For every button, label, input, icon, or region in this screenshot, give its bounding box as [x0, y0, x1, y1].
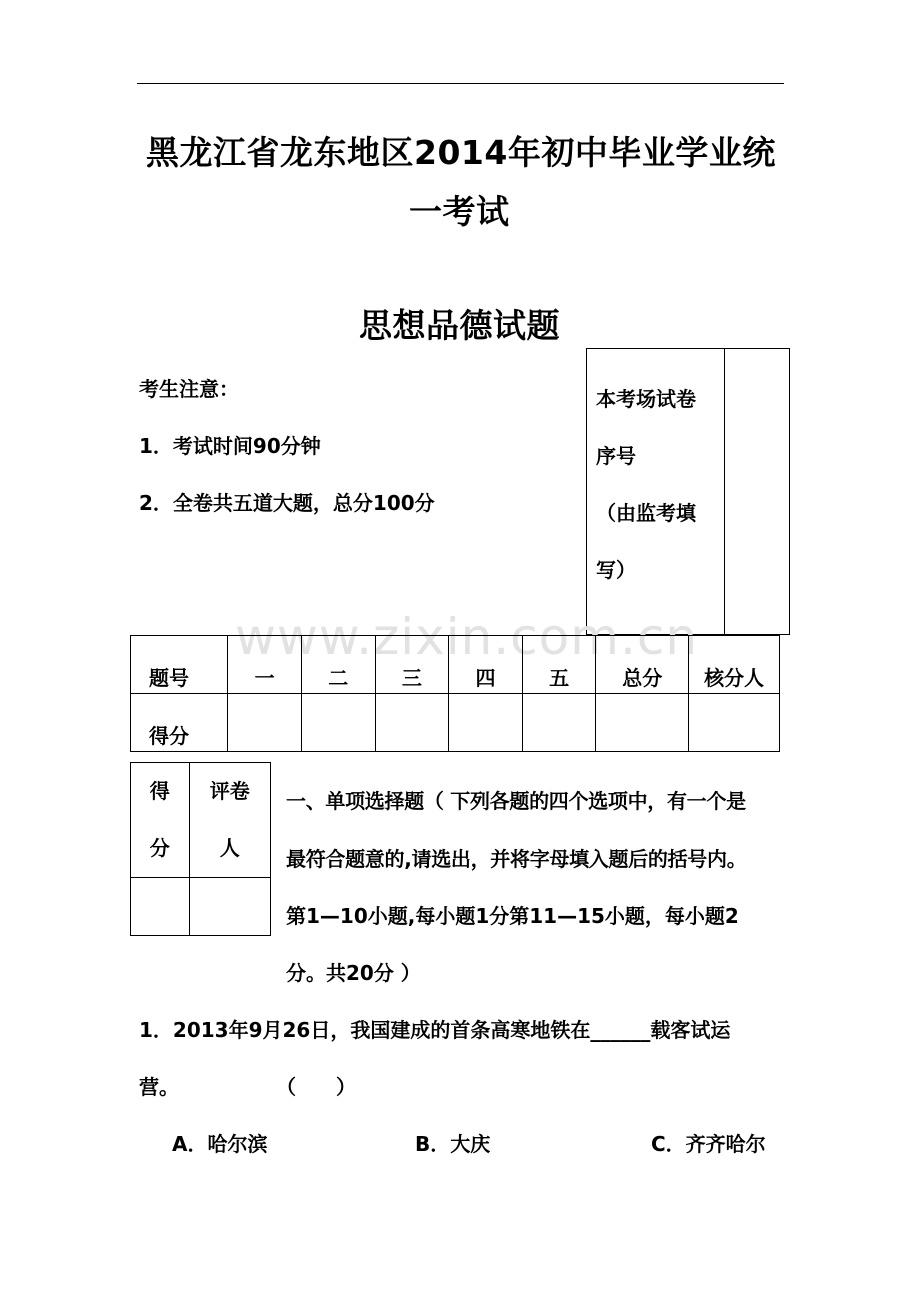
- question1-option-b: B．大庆: [415, 1132, 491, 1156]
- score-cell-5[interactable]: [522, 694, 596, 752]
- score-cell-checker[interactable]: [689, 694, 780, 752]
- grader-score-label: [131, 763, 190, 878]
- section1-line3: 第1—10小题,每小题1分第11—15小题，每小题2: [286, 904, 739, 928]
- score-table: [130, 635, 780, 752]
- score-cell-2[interactable]: [301, 694, 375, 752]
- grader-score-cell[interactable]: [131, 878, 190, 936]
- notice-heading: 考生注意：: [139, 377, 239, 401]
- question1-option-a: A．哈尔滨: [172, 1132, 268, 1156]
- score-header-2: 二: [301, 636, 375, 694]
- score-header-total: 总分: [596, 636, 689, 694]
- exam-title-line2: 一考试: [409, 192, 510, 231]
- watermark: www.zixin.com.cn: [235, 608, 699, 666]
- score-header-3: 三: [375, 636, 449, 694]
- question1-line2: 营。: [139, 1075, 179, 1099]
- score-row-label: 得分: [131, 694, 228, 752]
- notice-item-2: 2．全卷共五道大题，总分100分: [139, 491, 435, 515]
- seat-label-line3: （由监考填: [596, 501, 696, 525]
- seat-number-input-cell[interactable]: [724, 349, 789, 635]
- score-cell-1[interactable]: [228, 694, 302, 752]
- grader-name-label-2: 人: [219, 836, 240, 860]
- section1-line2: 最符合题意的,请选出，并将字母填入题后的括号内。: [286, 847, 747, 871]
- grader-name-label: [189, 763, 270, 878]
- score-cell-4[interactable]: [449, 694, 523, 752]
- grader-score-label-2: 分: [149, 836, 170, 860]
- grader-box: [130, 762, 271, 936]
- score-header-question: 题号: [131, 636, 228, 694]
- subject-title: 思想品德试题: [359, 306, 560, 345]
- score-cell-total[interactable]: [596, 694, 689, 752]
- score-table-score-row: [131, 694, 780, 752]
- score-table-header-row: [131, 636, 780, 694]
- seat-label-line4: 写）: [596, 558, 636, 582]
- grader-name-label-1: 评卷: [209, 779, 250, 803]
- seat-number-box: [586, 348, 790, 635]
- header-rule: [137, 83, 784, 84]
- question1-option-c: C．齐齐哈尔: [651, 1132, 766, 1156]
- seat-label-line2: 序号: [596, 444, 636, 468]
- seat-number-label-cell: [587, 349, 725, 635]
- notice-item-1: 1．考试时间90分钟: [139, 434, 321, 458]
- section1-line4: 分。共20分 ）: [286, 961, 421, 985]
- score-header-checker: 核分人: [689, 636, 780, 694]
- question1-answer-paren: （ ）: [276, 1075, 356, 1099]
- section1-line1: 一、单项选择题（ 下列各题的四个选项中，有一个是: [286, 789, 746, 813]
- grader-name-cell[interactable]: [189, 878, 270, 936]
- score-header-1: 一: [228, 636, 302, 694]
- question1-line1: 1．2013年9月26日，我国建成的首条高寒地铁在______载客试运: [139, 1018, 731, 1042]
- score-header-4: 四: [449, 636, 523, 694]
- exam-title-line1: 黑龙江省龙东地区2014年初中毕业学业统: [146, 133, 776, 172]
- score-cell-3[interactable]: [375, 694, 449, 752]
- score-header-5: 五: [522, 636, 596, 694]
- grader-score-label-1: 得: [149, 779, 170, 803]
- seat-label-line1: 本考场试卷: [596, 387, 696, 411]
